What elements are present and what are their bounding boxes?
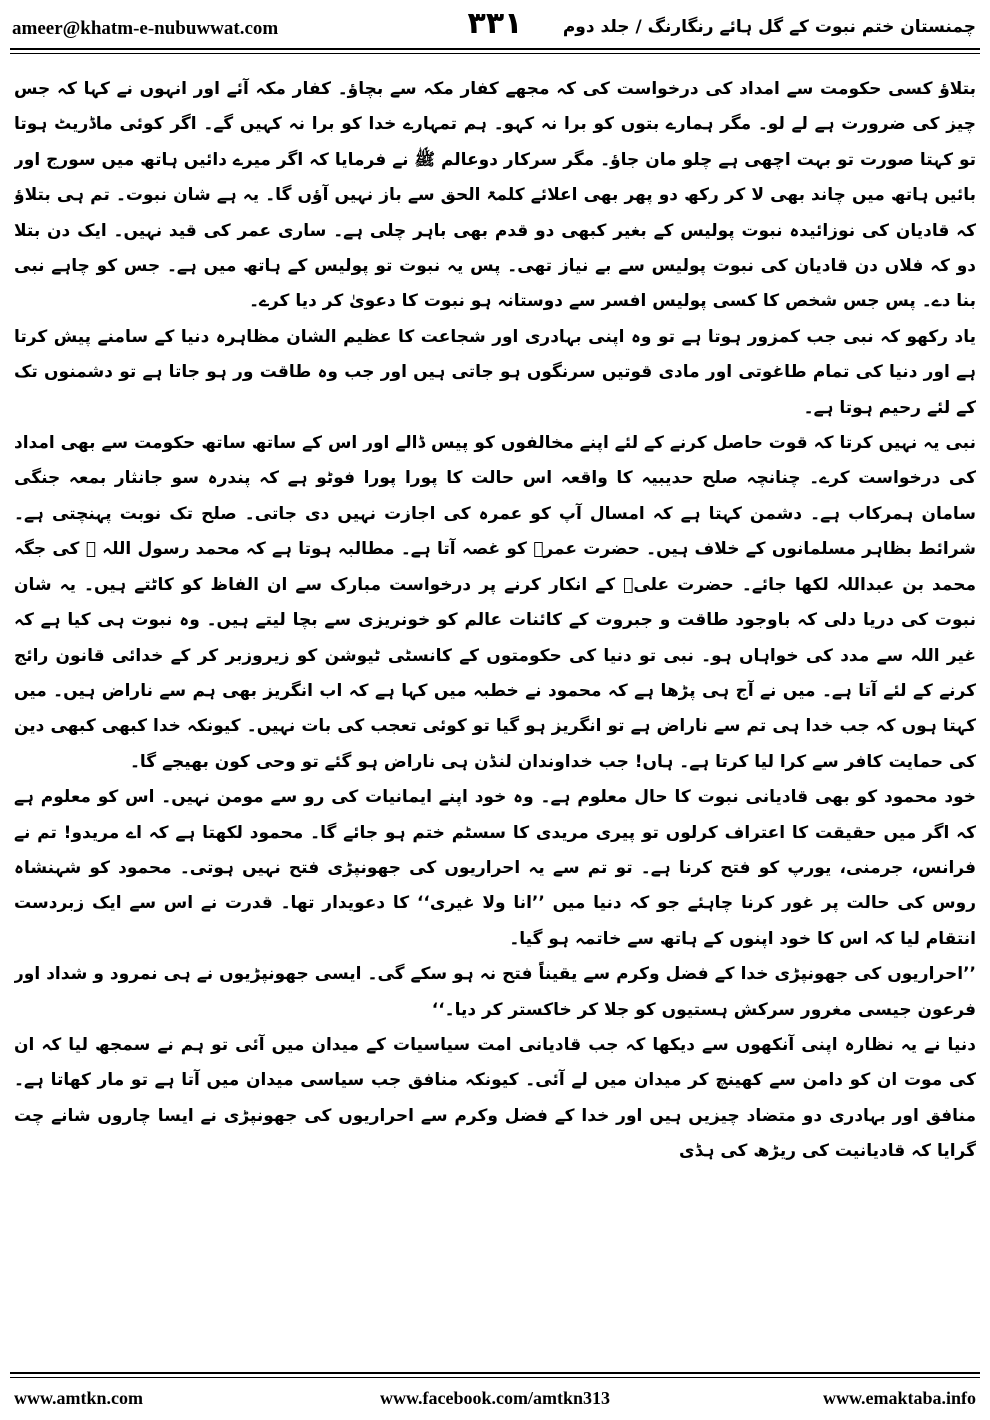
paragraph: خود محمود کو بھی قادیانی نبوت کا حال معلوم ہے۔ وہ خود اپنے ایمانیات کی رو سے مومن نہیں۔ اس کو معلوم ہے کہ اگر میں حقیقت کا اعتراف کرلوں تو پیری مریدی کا سسٹم ختم ہو جائے گا۔ محمود لکھتا ہے کہ اے مریدو! تم نے فرانس، جرمنی، یورپ کو فتح کرنا ہے۔ تو تم سے یہ احراریوں کی جھونپڑی فتح نہیں ہوتی۔ محمود کو شہنشاہ روس کی حالت پر غور کرنا چاہئے جو کہ دنیا میں ’’انا ولا غیری‘‘ کا دعویدار تھا۔ قدرت نے اس سے ایک زبردست انتقام لیا کہ اس کا خود اپنوں کے ہاتھ سے خاتمہ ہو گیا۔: [14, 787, 976, 949]
quote-paragraph: ’’احراریوں کی جھونپڑی خدا کے فضل وکرم سے یقیناً فتح نہ ہو سکے گی۔ ایسی جھونپڑیوں نے ہی نمرود و شداد اور فرعون جیسی مغرور سرکش ہستیوں کو جلا کر خاکستر کر دیا۔‘‘: [14, 964, 976, 1020]
footer-link-left[interactable]: www.amtkn.com: [14, 1388, 143, 1408]
book-title: چمنستان ختم نبوت کے گل ہائے رنگارنگ / جلد دوم: [562, 17, 976, 37]
page-header: [0, 0, 990, 50]
page-number: ۳۳۱: [467, 6, 523, 41]
paragraph: بتلاؤ کسی حکومت سے امداد کی درخواست کی کہ مجھے کفار مکہ سے بچاؤ۔ کفار مکہ آئے اور انہوں نے کہا کہ جس چیز کی ضرورت ہے لے لو۔ مگر ہمارے بتوں کو برا نہ کہو۔ ہم تمہارے خدا کو برا نہ کہیں گے۔ اگر کوئی ماڈریٹ ہوتا تو کہتا صورت تو بہت اچھی ہے چلو مان جاؤ۔ مگر سرکار دوعالم ﷺ نے فرمایا کہ اگر میرے دائیں ہاتھ میں سورج اور بائیں ہاتھ میں چاند بھی لا کر رکھ دو پھر بھی اعلائے کلمۃ الحق سے باز نہیں آؤں گا۔ یہ ہے شان نبوت۔ تم ہی بتلاؤ کہ قادیان کی نوزائیدہ نبوت پولیس کے بغیر کبھی دو قدم بھی باہر چلی ہے۔ ساری عمر کی قید نہیں۔ ایک دن بتلا دو کہ فلاں دن قادیان کی نبوت پولیس سے بے نیاز تھی۔ پس یہ نبوت تو پولیس کے ہاتھ میں ہے۔ جس کو چاہے نبی بنا دے۔ پس جس شخص کا کسی پولیس افسر سے دوستانہ ہو نبوت کا دعویٰ کر دیا کرے۔: [14, 79, 976, 312]
footer-link-right[interactable]: www.emaktaba.info: [822, 1388, 976, 1408]
page-footer: [0, 1384, 990, 1414]
header-rule: [10, 48, 980, 54]
footer-rule: [10, 1372, 980, 1378]
page-body: [14, 72, 976, 1366]
paragraph: نبی یہ نہیں کرتا کہ قوت حاصل کرنے کے لئے اپنے مخالفوں کو پیس ڈالے اور اس کے ساتھ ساتھ حکومت سے بھی امداد کی درخواست کرے۔ چنانچہ صلح حدیبیہ کا واقعہ اس حالت کا پورا پورا فوٹو ہے کہ پندرہ سو جانثار بمعہ جنگی سامان ہمرکاب ہے۔ دشمن کہتا ہے کہ امسال آپ کو عمرہ کی اجازت نہیں دی جاتی۔ صلح تک نوبت پہنچتی ہے۔ شرائط بظاہر مسلمانوں کے خلاف ہیں۔ حضرت عمرؓ کو غصہ آتا ہے۔ مطالبہ ہوتا ہے کہ محمد رسول اللہ ﷺ کی جگہ محمد بن عبداللہ لکھا جائے۔ حضرت علیؓ کے انکار کرنے پر درخواست مبارک سے ان الفاظ کو کاٹتے ہیں۔ یہ شان نبوت کی دریا دلی کہ باوجود طاقت و جبروت کے کائنات عالم کو خونریزی سے بچا لیتے ہیں۔ وہ نبوت ہی کیا ہے کہ غیر اللہ سے مدد کی خواہاں ہو۔ نبی تو دنیا کی حکومتوں کے کانسٹی ٹیوشن کو زیروزبر کر کے خدائی قانون رائج کرنے کے لئے آتا ہے۔ میں نے آج ہی پڑھا ہے کہ محمود نے خطبہ میں کہا ہے کہ اب انگریز بھی ہم سے ناراض ہیں۔ میں کہتا ہوں کہ جب خدا ہی تم سے ناراض ہے تو انگریز ہو گیا تو کوئی تعجب کی بات نہیں۔ کیونکہ خدا کبھی کبھی دین کی حمایت کافر سے کرا لیا کرتا ہے۔ ہاں! جب خداوندان لنڈن ہی ناراض ہو گئے تو وحی کون بھیجے گا۔: [14, 433, 976, 772]
paragraph: دنیا نے یہ نظارہ اپنی آنکھوں سے دیکھا کہ جب قادیانی امت سیاسیات کے میدان میں آئی تو ہم نے سمجھ لیا کہ ان کی موت ان کو دامن سے کھینچ کر میدان میں لے آئی۔ کیونکہ منافق جب سیاسی میدان میں آتا ہے تو مار کھاتا ہے۔ منافق اور بہادری دو متضاد چیزیں ہیں اور خدا کے فضل وکرم سے احراریوں کی جھونپڑی نے ایسا چاروں شانے چت گرایا کہ قادیانیت کی ریڑھ کی ہڈی: [14, 1034, 976, 1162]
paragraph: یاد رکھو کہ نبی جب کمزور ہوتا ہے تو وہ اپنی بہادری اور شجاعت کا عظیم الشان مظاہرہ دنیا کے سامنے پیش کرتا ہے اور دنیا کی تمام طاغوتی اور مادی قوتیں سرنگوں ہو جاتی ہیں اور جب وہ طاقت ور ہو جاتا ہے تو دشمنوں تک کے لئے رحیم ہوتا ہے۔: [14, 326, 976, 418]
footer-link-center[interactable]: www.facebook.com/amtkn313: [380, 1388, 610, 1408]
header-email[interactable]: ameer@khatm-e-nubuwwat.com: [12, 18, 279, 39]
